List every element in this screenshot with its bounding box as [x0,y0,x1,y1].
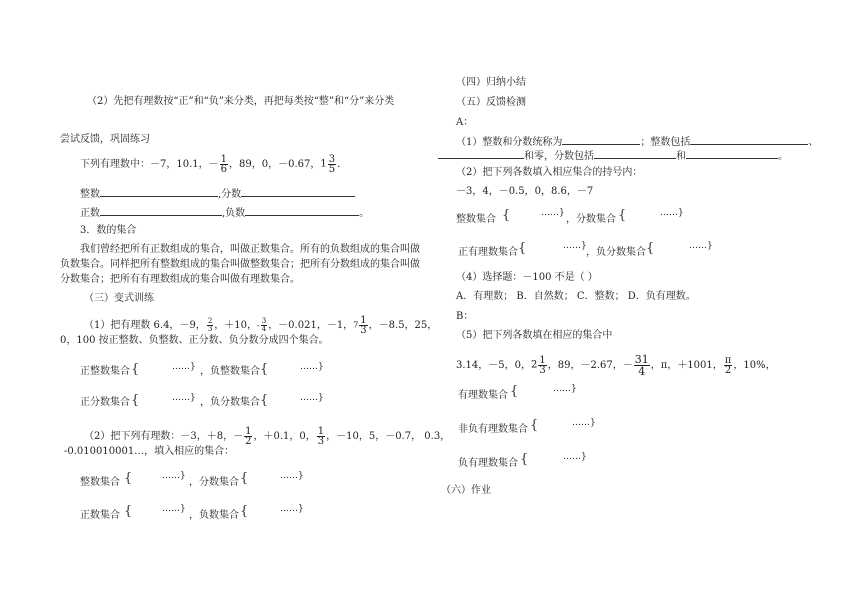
q2-numbers: －3，4，－0.5，0，8.6，－7 [456,186,594,197]
paragraph-line-2: 负数集合。同样把所有整数组成的集合叫做整数集合；把所有分数组成的集合叫做 [60,259,420,270]
negative-blank[interactable] [245,206,359,216]
brace-open: { [518,241,527,256]
variant-training-heading: （三）变式训练 [84,293,154,304]
list-intro: 下列有理数中：－7，10.1， [80,159,209,170]
fraction-1-6: $\frac{1}{6}$ [220,154,228,175]
q5-instruction: （5）把下列各数填在相应的集合中 [456,330,613,341]
list-rest: ，89，0，－0.67， [229,159,321,170]
set-dots: ……} [300,362,324,372]
positive-blank[interactable] [100,206,222,216]
paragraph-line-1: 我们曾经把所有正数组成的集合，叫做正数集合。所有的负数组成的集合叫做 [80,244,420,255]
variant-q2-line1: （2）把下列有理数：－3，＋8，－ $\frac{1}{2}$ ，＋0.1，0， $\frac{1}{3}$ ，－10，5，－0.7， 0.3， [84,426,451,447]
fractions-blank[interactable] [241,187,355,197]
set-dots: ……} [553,384,577,394]
brace-open: { [131,393,140,408]
r-set-negative-fractions-label: ，负分数集合 [586,247,646,258]
brace-open: { [520,452,529,467]
q1-blank-3[interactable] [438,149,524,159]
set-fractions-label: ，分数集合 [189,477,239,488]
r-set-integers-label: 整数集合 [456,214,496,225]
feedback-heading: （五）反馈检测 [456,97,526,108]
q1-blank-2[interactable] [690,135,808,145]
set-dots: ……} [300,393,324,403]
variant-q1-line2: 0，100 按正整数、负整数、正分数、负分数分成四个集合。 [60,335,329,346]
set-positive-integers-label: 正整数集合 [80,366,130,377]
rational-list-line: 下列有理数中：－7，10.1，－ $\frac{1}{6}$ ，89，0，－0.67，1 $\frac{3}{5}$ . [80,154,341,175]
set-positives-label: 正数集合 [80,510,120,521]
paragraph-line-3: 分数集合；把所有有理数组成的集合叫做有理数集合。 [60,274,300,285]
integers-fractions-line [80,187,355,201]
r-set-positive-rational-label: 正有理数集合 [458,247,518,258]
negative-label: ,负数 [222,208,246,219]
fraction-31-4: $\frac{31}{4}$ [634,353,649,378]
brace-open: { [260,393,269,408]
positive-label: 正数 [80,208,100,219]
mixed-1-3-5: 1 $\frac{3}{5}$ [320,154,336,175]
brace-open: { [618,208,627,223]
fraction-1-2: $\frac{1}{2}$ [245,426,252,447]
homework-heading: （六）作业 [441,485,491,496]
set-negative-fractions-label: ，负分数集合 [200,397,260,408]
set-dots: ……} [541,208,565,218]
r-set-negative-rational-label: 负有理数集合 [458,458,518,469]
brace-open: { [502,208,511,223]
brace-open: { [240,504,249,519]
mixed-7-1-3: 7 $\frac{1}{3}$ [353,315,367,336]
set-dots: ……} [689,241,713,251]
brace-open: { [530,418,539,433]
fraction-3-4: $\frac{3}{4}$ [261,317,267,333]
set-dots: ……} [563,452,587,462]
integers-blank[interactable] [100,187,218,197]
r-set-nonnegative-rational-label: 非负有理数集合 [458,424,528,435]
set-negatives-label: ，负数集合 [189,510,239,521]
set-dots: ……} [162,471,186,481]
integers-label: 整数 [80,189,100,200]
fraction-2-3: $\frac{2}{3}$ [207,317,213,333]
q1-blank-5[interactable] [686,149,778,159]
brace-open: { [124,504,133,519]
set-dots: ……} [280,471,304,481]
set-dots: ……} [572,418,596,428]
q2-instruction: （2）把下列各数填入相应集合的持号内： [456,167,643,178]
set-dots: ……} [172,362,196,372]
set-dots: ……} [660,208,684,218]
q1-line1: （1）整数和分数统称为 ；整数包括 、 [456,137,819,148]
set-negative-integers-label: ，负整数集合 [200,366,260,377]
set-dots: ……} [162,504,186,514]
summary-heading: （四）归纳小结 [456,77,526,88]
brace-open: { [260,362,269,377]
fraction-1-3: $\frac{1}{3}$ [317,426,325,447]
r-set-fractions-label: ，分数集合 [566,214,616,225]
r-set-rational-label: 有理数集合 [458,390,508,401]
brace-open: { [240,471,249,486]
set-integers-label: 整数集合 [80,477,120,488]
brace-open: { [646,241,655,256]
fraction-pi-2: $\frac{\pi}{2}$ [724,355,732,376]
try-feedback-heading: 尝试反馈，巩固练习 [60,134,150,145]
set-positive-fractions-label: 正分数集合 [80,397,130,408]
q5-numbers: 3.14，－5，0，2 $\frac{1}{3}$ ，89，－2.67，－ $\frac{31}{4}$ ，π，＋1001， $\frac{\pi}{2}$ ，10%， [456,353,776,378]
fractions-label: ,分数 [218,189,242,200]
q1-line2: 和零，分数包括 和 。 [438,149,788,163]
q4-options: A．有理数； B．自然数； C．整数； D．负有理数。 [456,291,696,302]
section-number-sets: 3．数的集合 [80,225,137,236]
positive-negative-line: 正数 ,负数 。 [80,208,370,219]
set-dots: ……} [172,393,196,403]
classification-instruction: （2）先把有理数按“正”和“负”来分类，再把每类按“整”和“分”来分类 [87,96,395,107]
q1-blank-1[interactable] [562,135,640,145]
brace-open: { [510,384,519,399]
set-dots: ……} [563,241,587,251]
variant-q2-line2: -0.010010001…，填入相应的集合： [64,446,235,457]
set-dots: ……} [280,504,304,514]
q1-blank-4[interactable] [594,149,676,159]
mixed-2-1-3: 2 $\frac{1}{3}$ [531,355,546,376]
brace-open: { [124,471,133,486]
part-b-label: B： [456,311,474,322]
variant-q1-line1: （1）把有理数 6.4，－9， $\frac{2}{3}$ ，＋10，- $\frac{3}{4}$ ，－0.021，－1，7 $\frac{1}{3}$ ，－8.5，25， [84,315,438,336]
brace-open: { [131,362,140,377]
q4-question: （4）选择题：－100 不是（ ） [456,272,598,283]
part-a-label: A： [456,117,474,128]
